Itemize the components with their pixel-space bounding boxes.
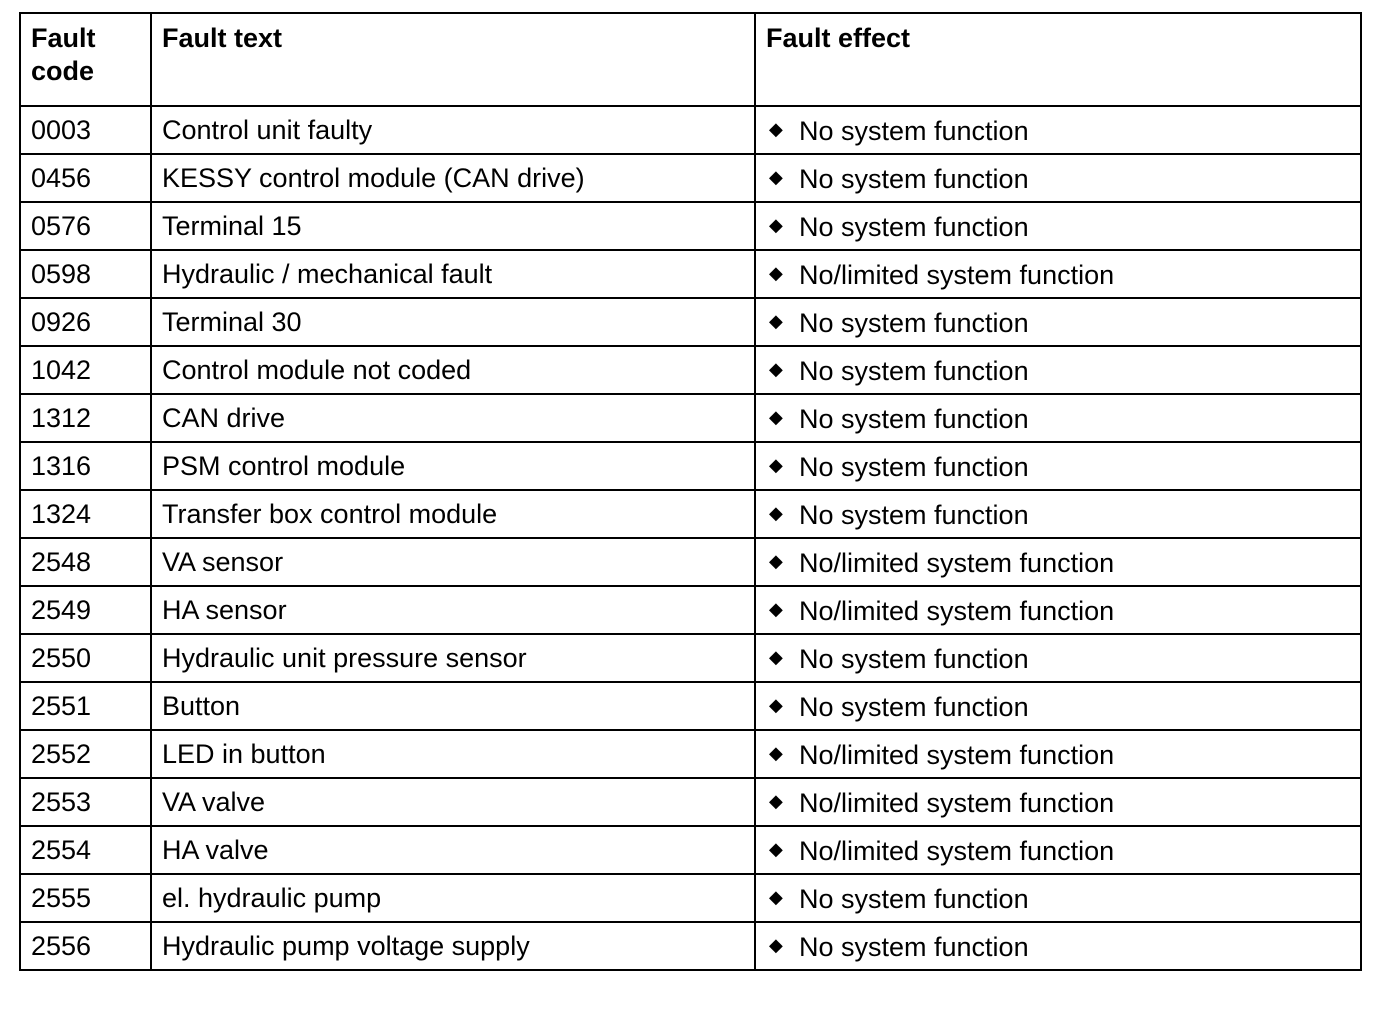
diamond-bullet-icon: ◆ [769, 454, 783, 475]
fault-text-cell: VA sensor [151, 538, 755, 586]
fault-text-cell: Control module not coded [151, 346, 755, 394]
fault-code-table-container [19, 12, 1360, 971]
diamond-bullet-icon: ◆ [769, 406, 783, 427]
diamond-bullet-icon: ◆ [769, 742, 783, 763]
fault-effect-cell [755, 154, 1361, 202]
fault-text-cell: Hydraulic pump voltage supply [151, 922, 755, 970]
fault-text-cell: KESSY control module (CAN drive) [151, 154, 755, 202]
table-row [20, 682, 1361, 730]
diamond-bullet-icon: ◆ [769, 358, 783, 379]
fault-code-cell: 2556 [20, 922, 151, 970]
diamond-bullet-icon: ◆ [769, 694, 783, 715]
table-row [20, 442, 1361, 490]
fault-code-cell: 2550 [20, 634, 151, 682]
fault-text-cell: Hydraulic / mechanical fault [151, 250, 755, 298]
fault-effect-cell [755, 394, 1361, 442]
diamond-bullet-icon: ◆ [769, 646, 783, 667]
table-row [20, 202, 1361, 250]
fault-code-cell: 2548 [20, 538, 151, 586]
fault-code-cell: 2549 [20, 586, 151, 634]
fault-effect-text: No system function [799, 163, 1029, 194]
fault-effect-text: No/limited system function [799, 739, 1115, 770]
fault-effect-cell [755, 922, 1361, 970]
fault-effect-text: No system function [799, 451, 1029, 482]
fault-effect-text: No system function [799, 211, 1029, 242]
fault-effect-text: No system function [799, 403, 1029, 434]
fault-code-cell: 0456 [20, 154, 151, 202]
fault-code-cell: 1312 [20, 394, 151, 442]
table-row [20, 874, 1361, 922]
fault-effect-text: No system function [799, 931, 1029, 962]
fault-effect-text: No system function [799, 115, 1029, 146]
fault-code-cell: 2555 [20, 874, 151, 922]
header-row [20, 13, 1361, 106]
header-fault-code: Fault code [20, 13, 151, 106]
table-row [20, 106, 1361, 154]
diamond-bullet-icon: ◆ [769, 598, 783, 619]
fault-text-cell: Terminal 30 [151, 298, 755, 346]
table-row [20, 730, 1361, 778]
fault-effect-cell [755, 106, 1361, 154]
table-row [20, 346, 1361, 394]
table-row [20, 826, 1361, 874]
fault-text-cell: HA sensor [151, 586, 755, 634]
table-row [20, 634, 1361, 682]
fault-effect-cell [755, 490, 1361, 538]
fault-effect-cell [755, 682, 1361, 730]
fault-effect-cell [755, 346, 1361, 394]
table-body [20, 106, 1361, 970]
fault-effect-text: No system function [799, 499, 1029, 530]
fault-effect-text: No/limited system function [799, 259, 1115, 290]
table-row [20, 298, 1361, 346]
fault-effect-cell [755, 826, 1361, 874]
fault-text-cell: PSM control module [151, 442, 755, 490]
fault-text-cell: LED in button [151, 730, 755, 778]
fault-effect-cell [755, 634, 1361, 682]
fault-text-cell: CAN drive [151, 394, 755, 442]
fault-code-cell: 0598 [20, 250, 151, 298]
table-row [20, 538, 1361, 586]
fault-text-cell: VA valve [151, 778, 755, 826]
diamond-bullet-icon: ◆ [769, 790, 783, 811]
table-header [20, 13, 1361, 106]
fault-text-cell: Button [151, 682, 755, 730]
fault-text-cell: Transfer box control module [151, 490, 755, 538]
fault-code-cell: 0926 [20, 298, 151, 346]
table-row [20, 394, 1361, 442]
diamond-bullet-icon: ◆ [769, 118, 783, 139]
diamond-bullet-icon: ◆ [769, 838, 783, 859]
fault-effect-cell [755, 730, 1361, 778]
fault-effect-cell [755, 250, 1361, 298]
fault-effect-text: No system function [799, 883, 1029, 914]
fault-effect-text: No/limited system function [799, 547, 1115, 578]
fault-code-cell: 2552 [20, 730, 151, 778]
fault-text-cell: el. hydraulic pump [151, 874, 755, 922]
fault-text-cell: Control unit faulty [151, 106, 755, 154]
fault-effect-text: No system function [799, 355, 1029, 386]
diamond-bullet-icon: ◆ [769, 310, 783, 331]
fault-code-cell: 2554 [20, 826, 151, 874]
fault-effect-cell [755, 778, 1361, 826]
diamond-bullet-icon: ◆ [769, 166, 783, 187]
diamond-bullet-icon: ◆ [769, 262, 783, 283]
fault-code-cell: 1324 [20, 490, 151, 538]
diamond-bullet-icon: ◆ [769, 934, 783, 955]
fault-effect-cell [755, 298, 1361, 346]
diamond-bullet-icon: ◆ [769, 214, 783, 235]
fault-effect-cell [755, 586, 1361, 634]
table-row [20, 922, 1361, 970]
fault-code-cell: 0003 [20, 106, 151, 154]
fault-code-cell: 1316 [20, 442, 151, 490]
fault-code-cell: 0576 [20, 202, 151, 250]
fault-effect-cell [755, 538, 1361, 586]
fault-effect-cell [755, 442, 1361, 490]
fault-effect-text: No/limited system function [799, 835, 1115, 866]
diamond-bullet-icon: ◆ [769, 502, 783, 523]
fault-text-cell: Terminal 15 [151, 202, 755, 250]
table-row [20, 586, 1361, 634]
fault-effect-text: No system function [799, 307, 1029, 338]
fault-effect-cell [755, 202, 1361, 250]
fault-effect-text: No system function [799, 691, 1029, 722]
fault-code-cell: 1042 [20, 346, 151, 394]
table-row [20, 778, 1361, 826]
diamond-bullet-icon: ◆ [769, 550, 783, 571]
fault-text-cell: Hydraulic unit pressure sensor [151, 634, 755, 682]
table-row [20, 154, 1361, 202]
header-fault-effect: Fault effect [755, 13, 1361, 106]
fault-text-cell: HA valve [151, 826, 755, 874]
fault-effect-text: No/limited system function [799, 595, 1115, 626]
fault-code-cell: 2553 [20, 778, 151, 826]
fault-code-cell: 2551 [20, 682, 151, 730]
header-fault-text: Fault text [151, 13, 755, 106]
diamond-bullet-icon: ◆ [769, 886, 783, 907]
fault-effect-cell [755, 874, 1361, 922]
table-row [20, 250, 1361, 298]
fault-effect-text: No/limited system function [799, 787, 1115, 818]
table-row [20, 490, 1361, 538]
fault-effect-text: No system function [799, 643, 1029, 674]
fault-code-table [19, 12, 1362, 971]
